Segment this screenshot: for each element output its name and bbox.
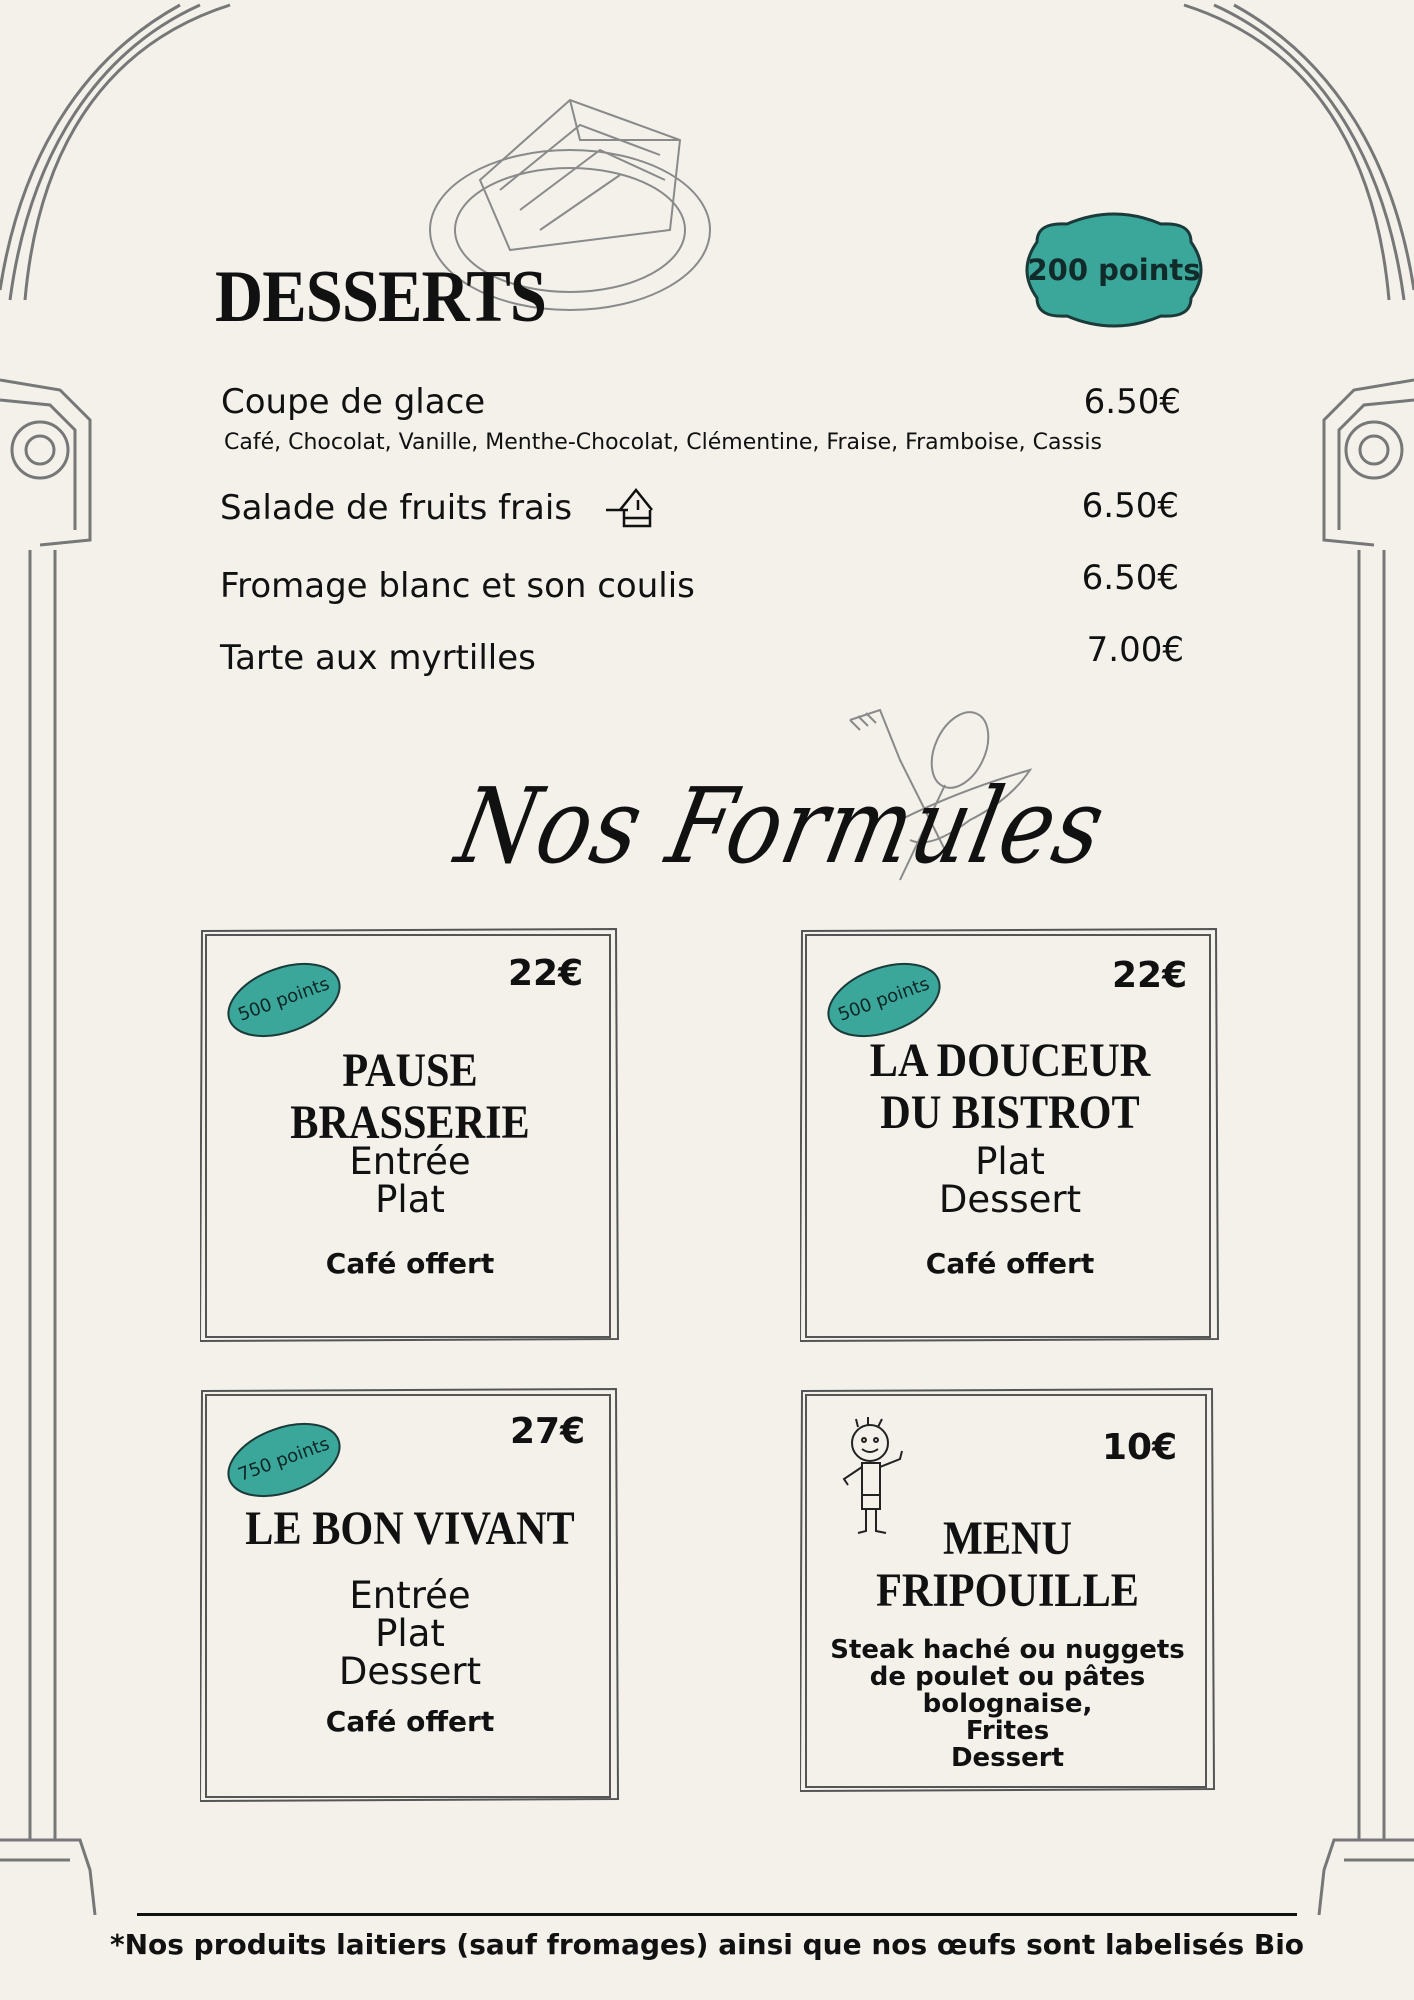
formule-line: Frites xyxy=(965,1716,1050,1746)
formule-price: 22€ xyxy=(1112,955,1188,996)
dessert-item-name: Fromage blanc et son coulis xyxy=(220,566,695,606)
formule-line: Dessert xyxy=(950,1743,1065,1773)
points-badge-label: 200 points xyxy=(1027,253,1201,287)
formule-line: bolognaise, xyxy=(922,1689,1093,1719)
points-badge-label: 750 points xyxy=(235,1433,333,1486)
dessert-item-name: Tarte aux myrtilles xyxy=(220,638,536,678)
formule-contents xyxy=(800,1140,1220,1221)
formule-price: 27€ xyxy=(510,1411,586,1452)
desserts-title: DESSERTS xyxy=(215,256,547,338)
formule-name-line: LA DOUCEUR xyxy=(869,1034,1151,1087)
footer-note: *Nos produits laitiers (sauf fromages) ainsi que nos œufs sont labelisés Bio xyxy=(109,1928,1305,1961)
formule-name xyxy=(825,1513,1190,1617)
formule-name-line: MENU xyxy=(942,1512,1073,1565)
formule-line: Plat xyxy=(375,1612,445,1655)
points-badge xyxy=(222,1421,346,1499)
formule-line: Dessert xyxy=(338,1650,482,1693)
formule-line: Plat xyxy=(975,1140,1045,1183)
formule-extra: Café offert xyxy=(325,1705,495,1738)
formule-line: Dessert xyxy=(938,1178,1082,1221)
formule-name: PAUSE BRASSERIE xyxy=(290,1044,530,1149)
formule-name xyxy=(825,1035,1195,1139)
points-badge xyxy=(222,961,346,1039)
dessert-item-price: 6.50€ xyxy=(1081,486,1179,526)
points-badge xyxy=(1017,212,1211,328)
homemade-house-icon xyxy=(606,486,658,528)
formule-name-line: DU BISTROT xyxy=(880,1086,1140,1139)
formule-card xyxy=(800,925,1220,1345)
formule-price: 22€ xyxy=(508,953,584,994)
formule-line: de poulet ou pâtes xyxy=(869,1662,1146,1692)
points-badge-label: 500 points xyxy=(835,973,933,1026)
footer-divider xyxy=(137,1913,1297,1916)
dessert-item-name: Coupe de glace xyxy=(221,382,486,422)
formule-contents xyxy=(200,1140,620,1221)
formule-line: Entrée xyxy=(349,1574,471,1617)
dessert-item-price: 7.00€ xyxy=(1086,630,1184,670)
formule-card xyxy=(200,1385,620,1805)
dessert-item-price: 6.50€ xyxy=(1083,382,1181,422)
formule-extra: Café offert xyxy=(325,1247,495,1280)
formule-price: 10€ xyxy=(1102,1427,1178,1468)
dessert-item-name: Salade de fruits frais xyxy=(220,488,573,528)
dessert-item-description: Café, Chocolat, Vanille, Menthe-Chocolat, Clémentine, Fraise, Framboise, Cassis xyxy=(224,430,1102,455)
formule-name-line: FRIPOUILLE xyxy=(876,1564,1139,1617)
formule-details xyxy=(800,1637,1215,1772)
formule-line: Steak haché ou nuggets xyxy=(830,1635,1185,1665)
formule-card xyxy=(800,1385,1215,1795)
formules-title: Nos Formules xyxy=(447,765,1117,887)
points-badge xyxy=(822,961,946,1039)
dessert-item-price: 6.50€ xyxy=(1081,558,1179,598)
formule-card xyxy=(200,925,620,1345)
formule-line: Plat xyxy=(375,1178,445,1221)
points-badge-label: 500 points xyxy=(235,973,333,1026)
formule-contents xyxy=(200,1574,620,1693)
formule-name: LE BON VIVANT xyxy=(245,1502,575,1555)
formule-extra: Café offert xyxy=(925,1247,1095,1280)
formule-line: Entrée xyxy=(349,1140,471,1183)
